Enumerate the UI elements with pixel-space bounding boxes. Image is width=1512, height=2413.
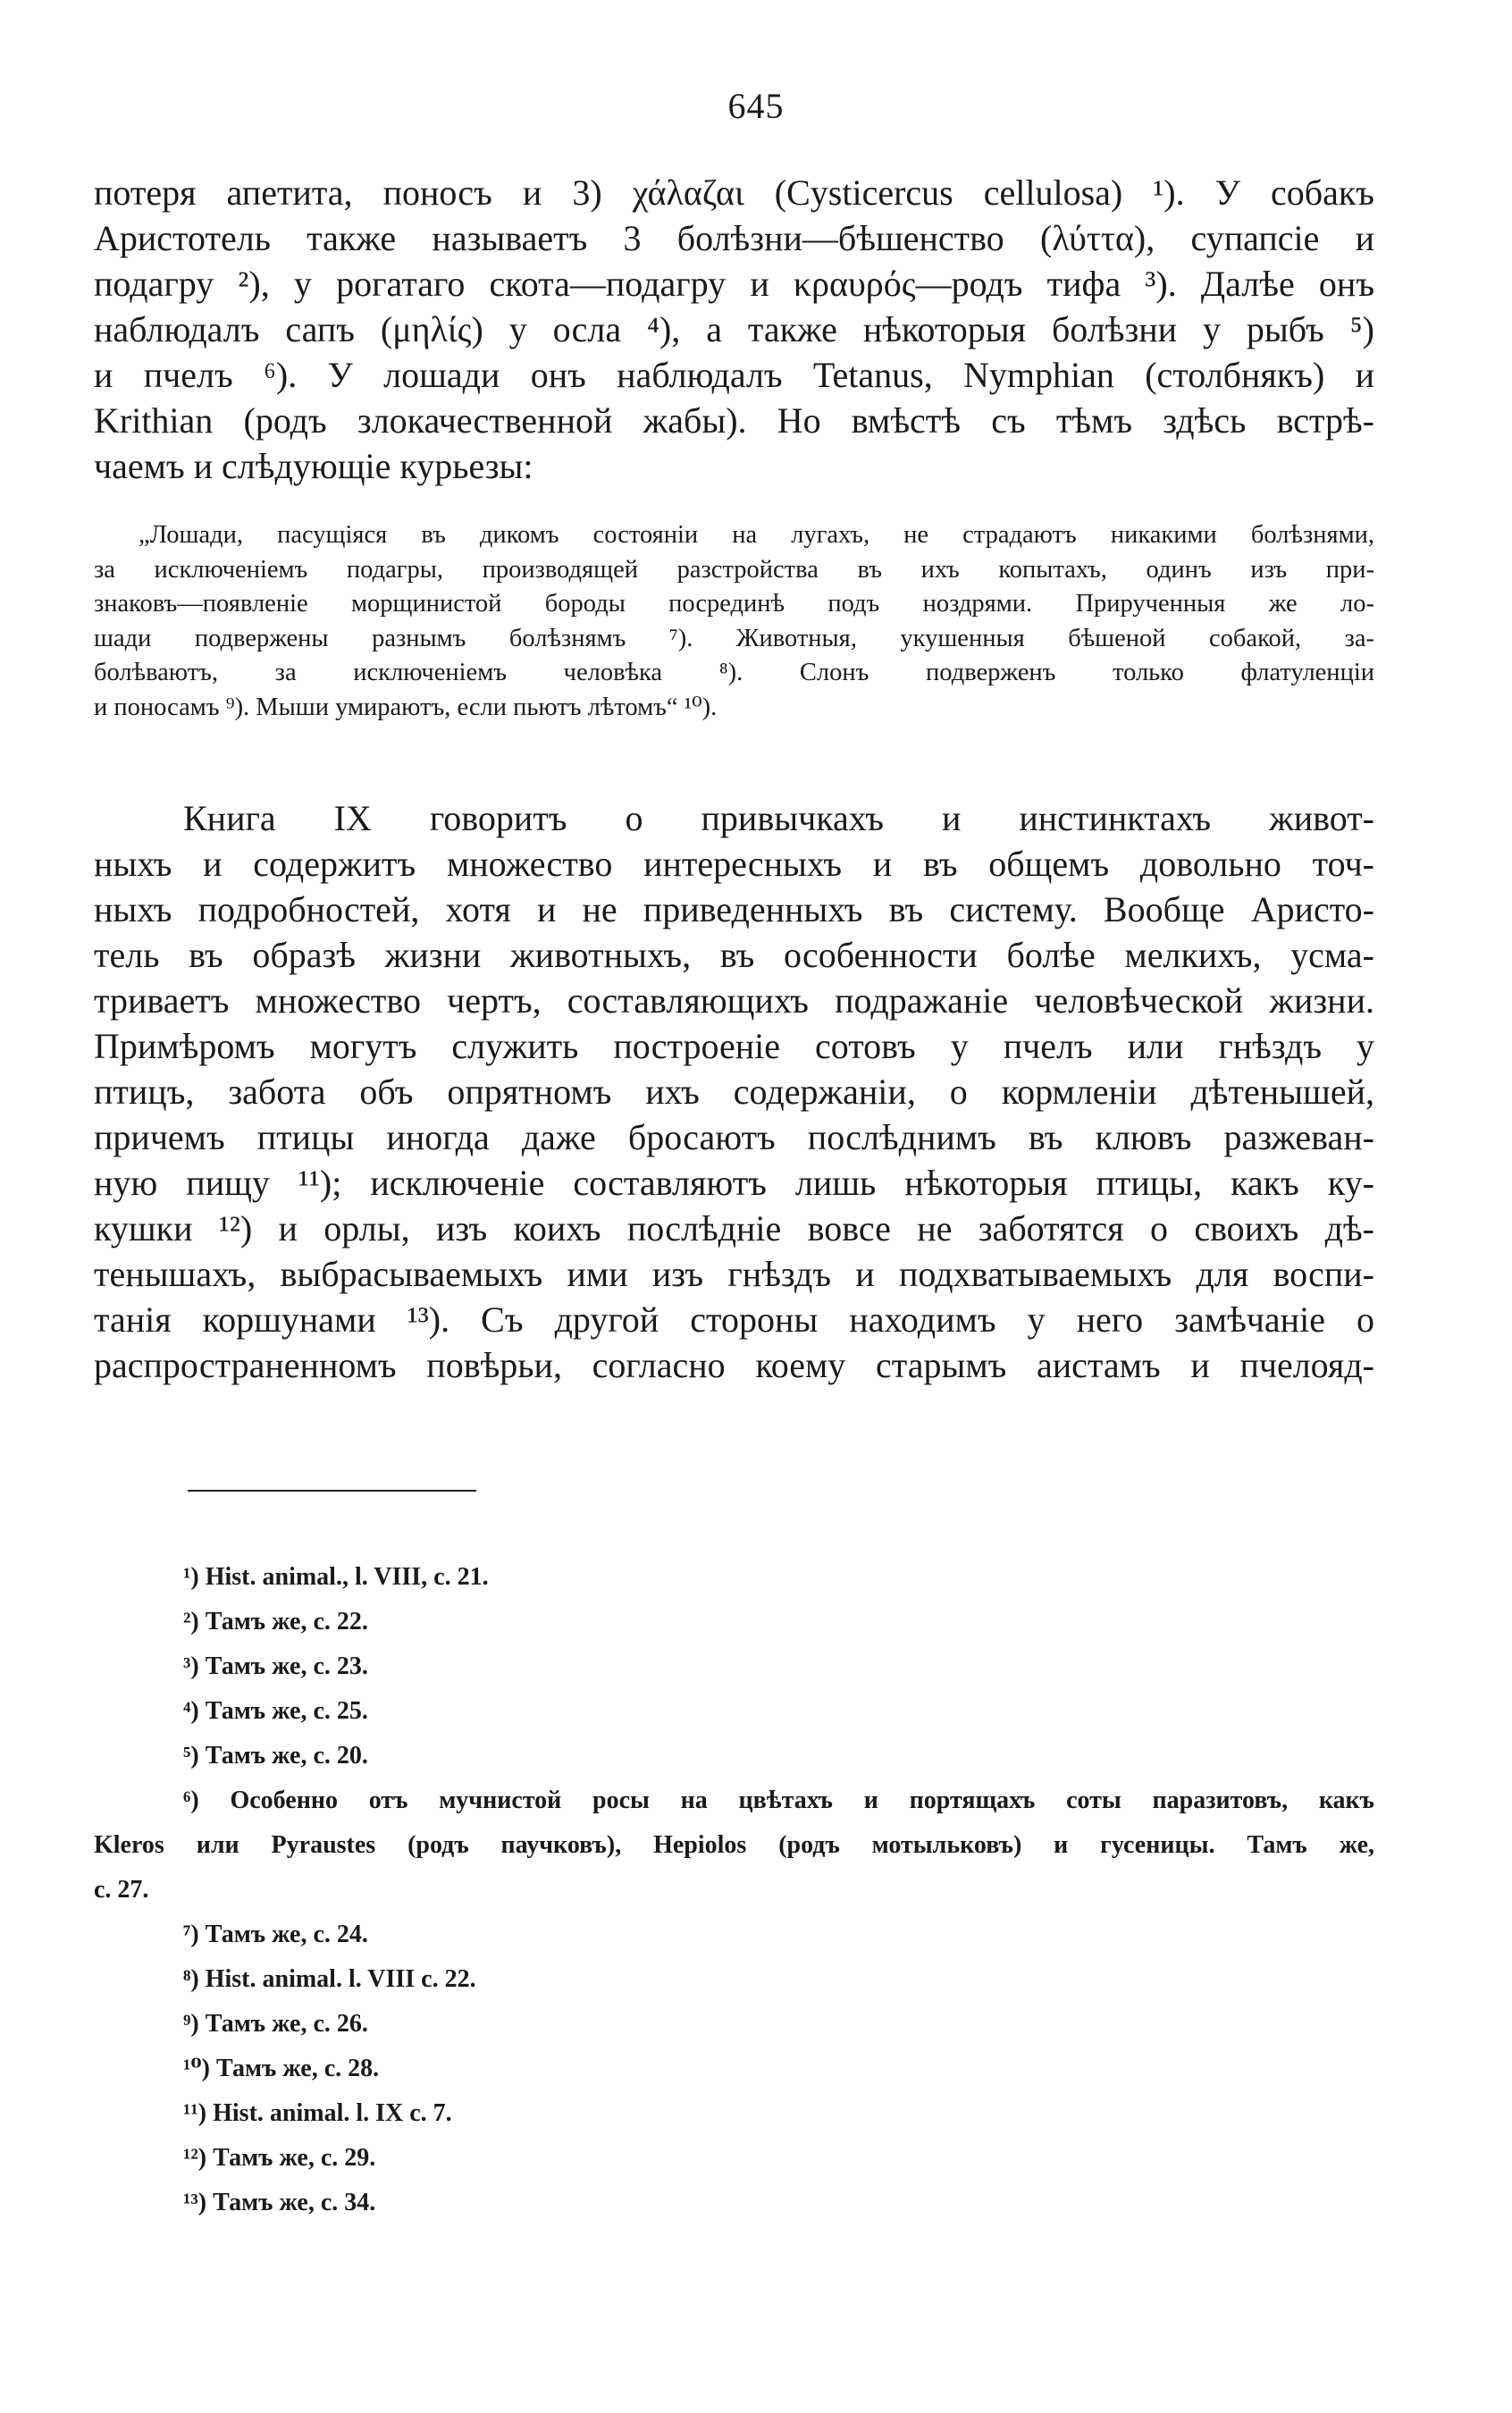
text-line: Krithian (родъ злокачественной жабы). Но вмѣстѣ съ тѣмъ здѣсь встрѣ- bbox=[94, 400, 1374, 441]
footnote: ⁹) Тамъ же, с. 26. bbox=[183, 2010, 368, 2038]
page-number: 645 bbox=[727, 86, 785, 126]
footnote: ²) Тамъ же, с. 22. bbox=[183, 1608, 368, 1635]
quotation-block bbox=[94, 518, 1374, 725]
footnote: ⁵) Тамъ же, с. 20. bbox=[183, 1742, 368, 1770]
text-line: Книга IX говоритъ о привычкахъ и инстинктахъ живот- bbox=[183, 798, 1374, 838]
footnote: ¹¹) Hist. animal. l. IX c. 7. bbox=[183, 2099, 452, 2127]
text-line: чаемъ и слѣдующіе курьезы: bbox=[94, 446, 533, 486]
quote-line: шади подвержены разнымъ болѣзнямъ ⁷). Животныя, укушенныя бѣшеной собакой, за- bbox=[94, 624, 1374, 652]
paragraph-1 bbox=[94, 170, 1374, 489]
text-line: триваетъ множество чертъ, составляющихъ подражаніе человѣческой жизни. bbox=[94, 980, 1374, 1021]
text-line: распространенномъ повѣрьи, согласно коему старымъ аистамъ и пчелояд- bbox=[94, 1345, 1374, 1385]
text-line: Примѣромъ могутъ служить построеніе сотовъ у пчелъ или гнѣздъ у bbox=[94, 1026, 1374, 1066]
text-line: танія коршунами ¹³). Съ другой стороны находимъ у него замѣчаніе о bbox=[94, 1299, 1374, 1340]
footnotes bbox=[94, 1555, 1374, 2225]
quote-line: и поносамъ ⁹). Мыши умираютъ, если пьютъ лѣтомъ“ ¹⁰). bbox=[94, 693, 718, 721]
footnote: ³) Тамъ же, с. 23. bbox=[183, 1652, 368, 1680]
text-line: и пчелъ ⁶). У лошади онъ наблюдалъ Tetanus, Nymphian (столбнякъ) и bbox=[94, 355, 1374, 395]
text-line: ныхъ подробностей, хотя и не приведенныхъ въ систему. Вообще Аристо- bbox=[94, 889, 1374, 929]
text-line: кушки ¹²) и орлы, изъ коихъ послѣдніе вовсе не заботятся о своихъ дѣ- bbox=[94, 1208, 1374, 1249]
paragraph-2 bbox=[94, 795, 1374, 1388]
text-line: птицъ, забота объ опрятномъ ихъ содержаніи, о кормленіи дѣтенышей, bbox=[94, 1072, 1374, 1112]
footnote: ⁷) Тамъ же, с. 24. bbox=[183, 1921, 368, 1948]
footnote-continuation: Kleros или Pyraustes (родъ паучковъ), Hepiolos (родъ мотыльковъ) и гусеницы. Тамъ же, bbox=[94, 1831, 1374, 1859]
footnote: ¹²) Тамъ же, с. 29. bbox=[183, 2144, 376, 2172]
text-line: наблюдалъ сапъ (μηλίς) у осла ⁴), а также нѣкоторыя болѣзни у рыбъ ⁵) bbox=[94, 309, 1374, 349]
quote-line: знаковъ—появленіе морщинистой бороды посрединѣ подъ ноздрями. Прирученныя же ло- bbox=[94, 590, 1374, 618]
text-line: ныхъ и содержитъ множество интересныхъ и въ общемъ довольно точ- bbox=[94, 844, 1374, 884]
footnote: ¹⁰) Тамъ же, с. 28. bbox=[183, 2055, 380, 2082]
text-line: Аристотель также называетъ 3 болѣзни—бѣшенство (λύττα), супапсіе и bbox=[94, 218, 1374, 258]
footnote: ¹) Hist. animal., l. VIII, c. 21. bbox=[183, 1563, 489, 1591]
text-line: тенышахъ, выбрасываемыхъ ими изъ гнѣздъ и подхватываемыхъ для воспи- bbox=[94, 1254, 1374, 1294]
text-line: ную пищу ¹¹); исключеніе составляютъ лишь нѣкоторыя птицы, какъ ку- bbox=[94, 1163, 1374, 1203]
quote-line: за исключеніемъ подагры, производящей разстройства въ ихъ копытахъ, одинъ изъ при- bbox=[94, 555, 1374, 584]
quote-line: болѣваютъ, за исключеніемъ человѣка ⁸). Слонъ подверженъ только флатуленціи bbox=[94, 659, 1374, 686]
footnote: ⁴) Тамъ же, с. 25. bbox=[183, 1697, 368, 1725]
text-line: тель въ образѣ жизни животныхъ, въ особенности болѣе мелкихъ, усма- bbox=[94, 935, 1374, 975]
text-line: подагру ²), у рогатаго скота—подагру и κραυρός—родъ тифа ³). Далѣе онъ bbox=[94, 264, 1374, 304]
footnote: ⁸) Hist. animal. l. VIII c. 22. bbox=[183, 1965, 476, 1993]
footnote: ⁶) Особенно отъ мучнистой росы на цвѣтахъ и портящахъ соты паразитовъ, какъ bbox=[183, 1787, 1374, 1814]
quote-line: „Лошади, пасущіяся въ дикомъ состояніи на лугахъ, не страдаютъ никакими болѣзнями, bbox=[139, 521, 1374, 549]
text-line: причемъ птицы иногда даже бросаютъ послѣднимъ въ клювъ разжеван- bbox=[94, 1117, 1374, 1157]
footnote: ¹³) Тамъ же, с. 34. bbox=[183, 2189, 376, 2216]
footnote-continuation: с. 27. bbox=[94, 1876, 149, 1904]
footnote-divider bbox=[188, 1490, 476, 1492]
text-line: потеря апетита, поносъ и 3) χάλαζαι (Cysticercus cellulosa) ¹). У собакъ bbox=[94, 172, 1374, 213]
